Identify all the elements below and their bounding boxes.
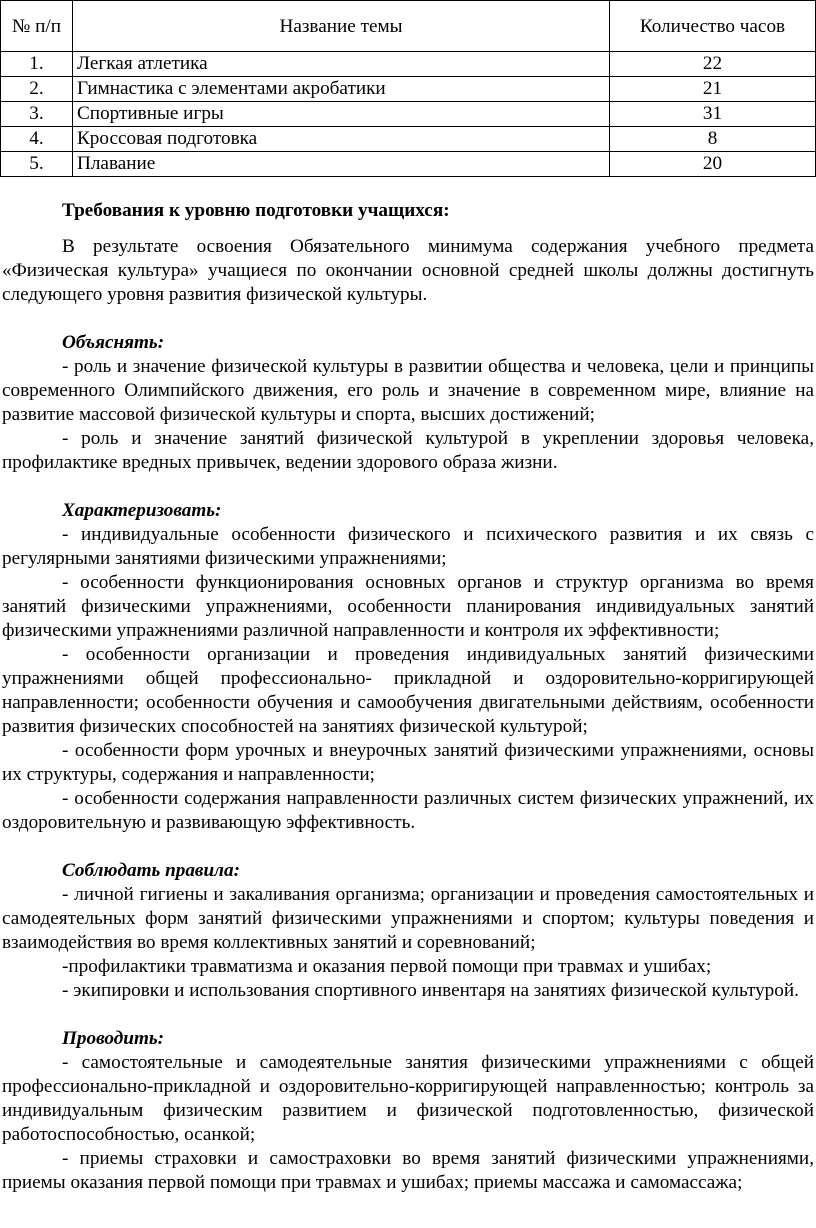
table-header-row	[1, 1, 816, 52]
section-rules	[2, 859, 814, 1003]
header-hours: Количество часов	[610, 1, 816, 52]
list-item: - индивидуальные особенности физического и психического развития и их связь с регулярными занятиями физическими упражнениями;	[2, 524, 814, 569]
requirements-intro: В результате освоения Обязательного минимума содержания учебного предмета «Физическая культура» учащиеся по окончании основной средней школы должны достигнуть следующего уровня развития физической культуры.	[2, 236, 814, 305]
section-characterize	[2, 499, 814, 835]
row-topic: Легкая атлетика	[73, 52, 610, 77]
row-number: 5.	[1, 152, 73, 177]
table-row	[1, 127, 816, 152]
row-number: 2.	[1, 77, 73, 102]
requirements-heading: Требования к уровню подготовки учащихся:	[62, 200, 450, 221]
list-item: - приемы страховки и самостраховки во время занятий физическими упражнениями, приемы оказания первой помощи при травмах и ушибах; приемы массажа и самомассажа;	[2, 1148, 814, 1193]
section-conduct	[2, 1027, 814, 1195]
list-item: - особенности организации и проведения индивидуальных занятий физическими упражнениями общей профессионально- прикладной и оздоровительно-корригирующей направленности; особенности обучения и самообучения двигательными действиям, особенности развития физических способностей на занятиях физической культурой;	[2, 644, 814, 737]
section-explain	[2, 331, 814, 475]
list-item: - экипировки и использования спортивного инвентаря на занятиях физической культурой.	[62, 980, 799, 1001]
row-topic: Плавание	[73, 152, 610, 177]
row-hours: 21	[610, 77, 816, 102]
topics-table	[0, 0, 816, 177]
header-number: № п/п	[1, 1, 73, 52]
row-number: 1.	[1, 52, 73, 77]
row-hours: 31	[610, 102, 816, 127]
table-row	[1, 52, 816, 77]
list-item: - роль и значение физической культуры в развитии общества и человека, цели и принципы современного Олимпийского движения, его роль и значение в современном мире, влияние на развитие массовой физической культуры и спорта, высших достижений;	[2, 356, 814, 425]
row-topic: Гимнастика с элементами акробатики	[73, 77, 610, 102]
header-topic-name: Название темы	[73, 1, 610, 52]
row-hours: 8	[610, 127, 816, 152]
list-item: - особенности функционирования основных органов и структур организма во время занятий физическими упражнениями, особенности планирования индивидуальных занятий физическими упражнениями различной направленности и контроля их эффективности;	[2, 572, 814, 641]
row-hours: 22	[610, 52, 816, 77]
table-row	[1, 102, 816, 127]
list-item: - особенности форм урочных и внеурочных занятий физическими упражнениями, основы их структуры, содержания и направленности;	[2, 740, 814, 785]
list-item: - личной гигиены и закаливания организма; организации и проведения самостоятельных и самодеятельных форм занятий физическими упражнениями и спортом; культуры поведения и взаимодействия во время коллективных занятий и соревнований;	[2, 884, 814, 953]
row-hours: 20	[610, 152, 816, 177]
list-item: -профилактики травматизма и оказания первой помощи при травмах и ушибах;	[62, 956, 712, 977]
list-item: - самостоятельные и самодеятельные занятия физическими упражнениями с общей профессионально-прикладной и оздоровительно-корригирующей направленностью; контроль за индивидуальным физическим развитием и физической подготовленностью, физической работоспособностью, осанкой;	[2, 1052, 814, 1145]
section-title: Соблюдать правила:	[62, 860, 241, 881]
row-topic: Спортивные игры	[73, 102, 610, 127]
list-item: - особенности содержания направленности различных систем физических упражнений, их оздоровительную и развивающую эффективность.	[2, 788, 814, 833]
table-row	[1, 77, 816, 102]
row-number: 4.	[1, 127, 73, 152]
table-row	[1, 152, 816, 177]
requirements-text	[2, 199, 814, 1195]
section-title: Проводить:	[62, 1028, 165, 1049]
row-number: 3.	[1, 102, 73, 127]
section-title: Характеризовать:	[62, 500, 222, 521]
list-item: - роль и значение занятий физической культурой в укреплении здоровья человека, профилактике вредных привычек, ведении здорового образа жизни.	[2, 428, 814, 473]
row-topic: Кроссовая подготовка	[73, 127, 610, 152]
section-title: Объяснять:	[62, 332, 165, 353]
